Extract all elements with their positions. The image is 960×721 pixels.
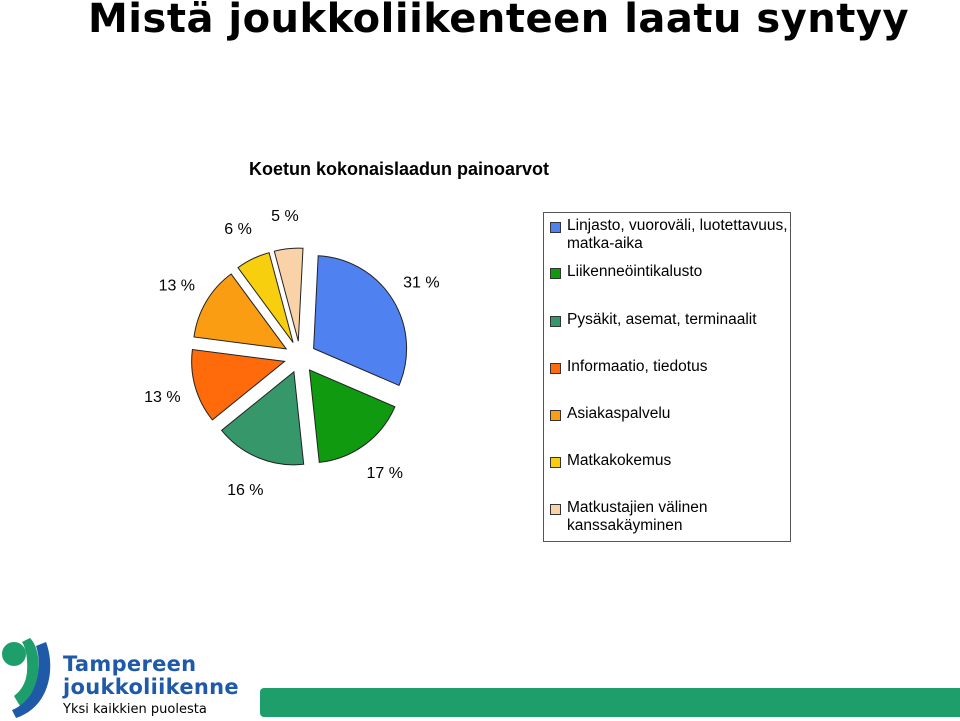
legend-swatch [550, 363, 561, 374]
logo-line2: joukkoliikenne [63, 675, 239, 699]
legend-item [550, 311, 793, 329]
slice-data-label: 13 % [158, 277, 196, 295]
legend-swatch [550, 316, 561, 327]
legend-item [550, 263, 793, 281]
chart-title: Koetun kokonaislaadun painoarvot [249, 159, 550, 179]
slice-data-label: 6 % [224, 221, 252, 239]
footer-bar [260, 688, 960, 717]
slice-data-label: 5 % [271, 207, 299, 225]
slice-data-label: 31 % [403, 274, 440, 292]
legend-label: Informaatio, tiedotus [567, 358, 708, 375]
slice-data-label: 13 % [144, 389, 181, 407]
logo-tagline: Yksi kaikkien puolesta [63, 702, 207, 717]
legend-swatch [550, 504, 561, 515]
legend-label: Pysäkit, asemat, terminaalit [567, 311, 757, 328]
legend-swatch [550, 457, 561, 468]
slide-title: Mistä joukkoliikenteen laatu syntyy [88, 0, 910, 42]
slice-data-label: 16 % [227, 482, 264, 500]
legend-item [550, 405, 793, 423]
legend-label: Matkustajien välinen kanssakäyminen [567, 499, 708, 534]
legend-item [550, 217, 793, 253]
legend-item [550, 499, 793, 535]
legend-swatch [550, 410, 561, 421]
chart-legend [543, 212, 791, 542]
legend-label: Matkakokemus [567, 452, 672, 469]
logo-line1: Tampereen [63, 652, 197, 676]
slice-data-label: 17 % [366, 465, 403, 483]
legend-item [550, 358, 793, 376]
legend-item [550, 452, 793, 470]
company-logo [0, 632, 250, 721]
pie-slice [314, 256, 407, 386]
legend-label: Liikenneöintikalusto [567, 263, 703, 280]
legend-swatch [550, 268, 561, 279]
legend-label: Asiakaspalvelu [567, 405, 671, 422]
pie-slice [310, 370, 395, 463]
legend-swatch [550, 222, 561, 233]
legend-label: Linjasto, vuoroväli, luotettavuus, matka-aika [567, 217, 788, 252]
logo-mark-icon [0, 632, 62, 721]
